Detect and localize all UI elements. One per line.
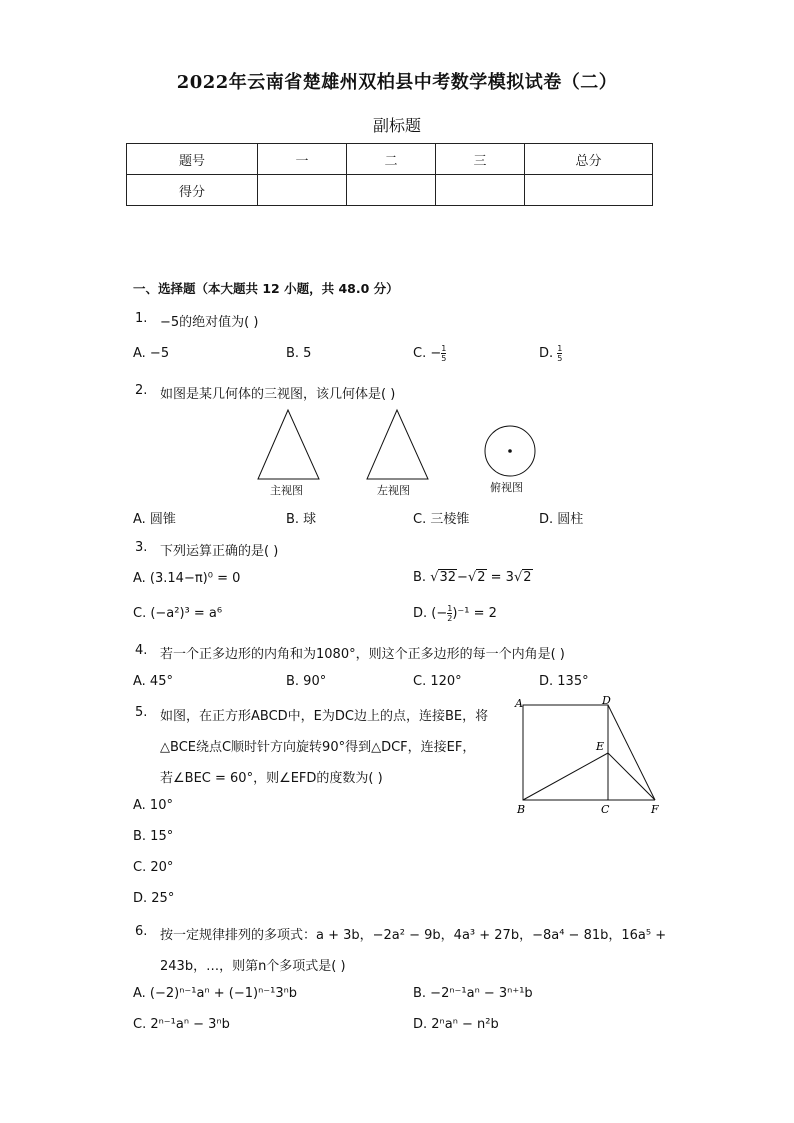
fraction xyxy=(557,344,562,363)
score-table xyxy=(126,143,653,206)
fraction-denominator: 5 xyxy=(557,354,563,363)
option-c: C. (−a²)³ = a⁶ xyxy=(133,606,223,621)
label-d: D xyxy=(602,694,611,707)
option-c: C. 2ⁿ⁻¹aⁿ − 3ⁿb xyxy=(133,1017,230,1032)
question-stem: 如图是某几何体的三视图，该几何体是( ) xyxy=(160,387,396,402)
question-stem-line: 若∠BEC = 60°，则∠EFD的度数为( ) xyxy=(160,771,383,786)
score-header-cell: 题号 xyxy=(127,144,258,175)
option-d: D. 2ⁿaⁿ − n²b xyxy=(413,1017,499,1032)
option-c-prefix: C. − xyxy=(413,346,442,361)
operator: − xyxy=(457,570,468,585)
option-b: B. 5 xyxy=(286,346,312,361)
radicand: 32 xyxy=(439,570,457,585)
question-stem-line: 按一定规律排列的多项式：a + 3b，−2a² − 9b，4a³ + 27b，−8a⁴ − 81b，16a⁵ + xyxy=(160,928,667,943)
question-number: 4. xyxy=(135,643,148,658)
fraction-numerator: 1 xyxy=(447,604,453,613)
label-b: B xyxy=(517,803,526,816)
question-number: 3. xyxy=(135,540,148,555)
section-heading: 一、选择题（本大题共 12 小题，共 48.0 分） xyxy=(133,281,399,296)
option-b: B. √32−√2 = 3√2 xyxy=(413,570,532,585)
option-b: B. 15° xyxy=(133,829,174,844)
score-cell xyxy=(436,175,525,206)
caption-top-view: 俯视图 xyxy=(490,481,523,494)
caption-front-view: 主视图 xyxy=(270,484,303,497)
option-d-suffix: )⁻¹ = 2 xyxy=(452,606,497,621)
segment-ef xyxy=(608,753,655,800)
option-d xyxy=(413,604,497,623)
left-view-triangle xyxy=(367,410,428,479)
option-c: C. 20° xyxy=(133,860,174,875)
option-a: A. 45° xyxy=(133,674,173,689)
caption-left-view: 左视图 xyxy=(377,484,410,497)
question-stem: 下列运算正确的是( ) xyxy=(160,544,279,559)
question-stem: −5的绝对值为( ) xyxy=(160,315,259,330)
question-stem-line: △BCE绕点C顺时针方向旋转90°得到△DCF，连接EF， xyxy=(160,740,476,755)
option-c xyxy=(413,344,446,363)
question-number: 6. xyxy=(135,924,148,939)
segment-be xyxy=(523,753,608,800)
exam-title: 2022年云南省楚雄州双柏县中考数学模拟试卷（二） xyxy=(176,72,618,93)
option-a: A. (3.14−π)⁰ = 0 xyxy=(133,571,241,586)
question-stem-line: 243b，…，则第n个多项式是( ) xyxy=(160,959,346,974)
question-stem-line: 如图，在正方形ABCD中，E为DC边上的点，连接BE，将 xyxy=(160,709,489,724)
score-header-cell: 二 xyxy=(347,144,436,175)
front-view-triangle xyxy=(258,410,319,479)
question-stem: 若一个正多边形的内角和为1080°，则这个正多边形的每一个内角是( ) xyxy=(160,647,565,662)
score-row-label: 得分 xyxy=(127,175,258,206)
question-number: 1. xyxy=(135,311,148,326)
fraction-numerator: 1 xyxy=(441,344,447,353)
radicand: 2 xyxy=(477,570,486,585)
top-view-center-dot xyxy=(508,449,512,453)
fraction xyxy=(441,344,446,363)
label-e: E xyxy=(596,740,605,753)
question-number: 2. xyxy=(135,383,148,398)
option-a: A. (−2)ⁿ⁻¹aⁿ + (−1)ⁿ⁻¹3ⁿb xyxy=(133,986,298,1001)
option-d: D. 圆柱 xyxy=(539,512,584,527)
equals-part: = 3 xyxy=(486,570,514,585)
option-b: B. −2ⁿ⁻¹aⁿ − 3ⁿ⁺¹b xyxy=(413,986,533,1001)
fraction-denominator: 5 xyxy=(441,354,447,363)
option-a: A. 圆锥 xyxy=(133,512,176,527)
label-f: F xyxy=(651,803,659,816)
score-table-header-row xyxy=(127,144,653,175)
label-a: A xyxy=(515,697,523,710)
fraction-denominator: 2 xyxy=(447,614,453,623)
score-cell xyxy=(347,175,436,206)
option-d: D. 25° xyxy=(133,891,175,906)
score-header-cell: 三 xyxy=(436,144,525,175)
radicand: 2 xyxy=(523,570,532,585)
option-b: B. 90° xyxy=(286,674,327,689)
option-a: A. −5 xyxy=(133,346,170,361)
square-rotation-figure xyxy=(510,692,670,820)
score-header-cell: 一 xyxy=(258,144,347,175)
score-header-cell: 总分 xyxy=(525,144,653,175)
fraction-numerator: 1 xyxy=(557,344,563,353)
option-d-prefix: D. (− xyxy=(413,606,448,621)
option-d: D. 135° xyxy=(539,674,589,689)
option-b: B. 球 xyxy=(286,512,317,527)
exam-subtitle: 副标题 xyxy=(372,116,421,135)
option-d xyxy=(539,344,562,363)
option-c: C. 120° xyxy=(413,674,462,689)
question-number: 5. xyxy=(135,705,148,720)
option-a: A. 10° xyxy=(133,798,173,813)
score-cell xyxy=(258,175,347,206)
segment-df xyxy=(608,705,655,800)
option-b-prefix: B. xyxy=(413,570,431,585)
score-table-row xyxy=(127,175,653,206)
option-c: C. 三棱锥 xyxy=(413,512,470,527)
label-c: C xyxy=(601,803,610,816)
option-d-prefix: D. xyxy=(539,346,558,361)
score-cell xyxy=(525,175,653,206)
